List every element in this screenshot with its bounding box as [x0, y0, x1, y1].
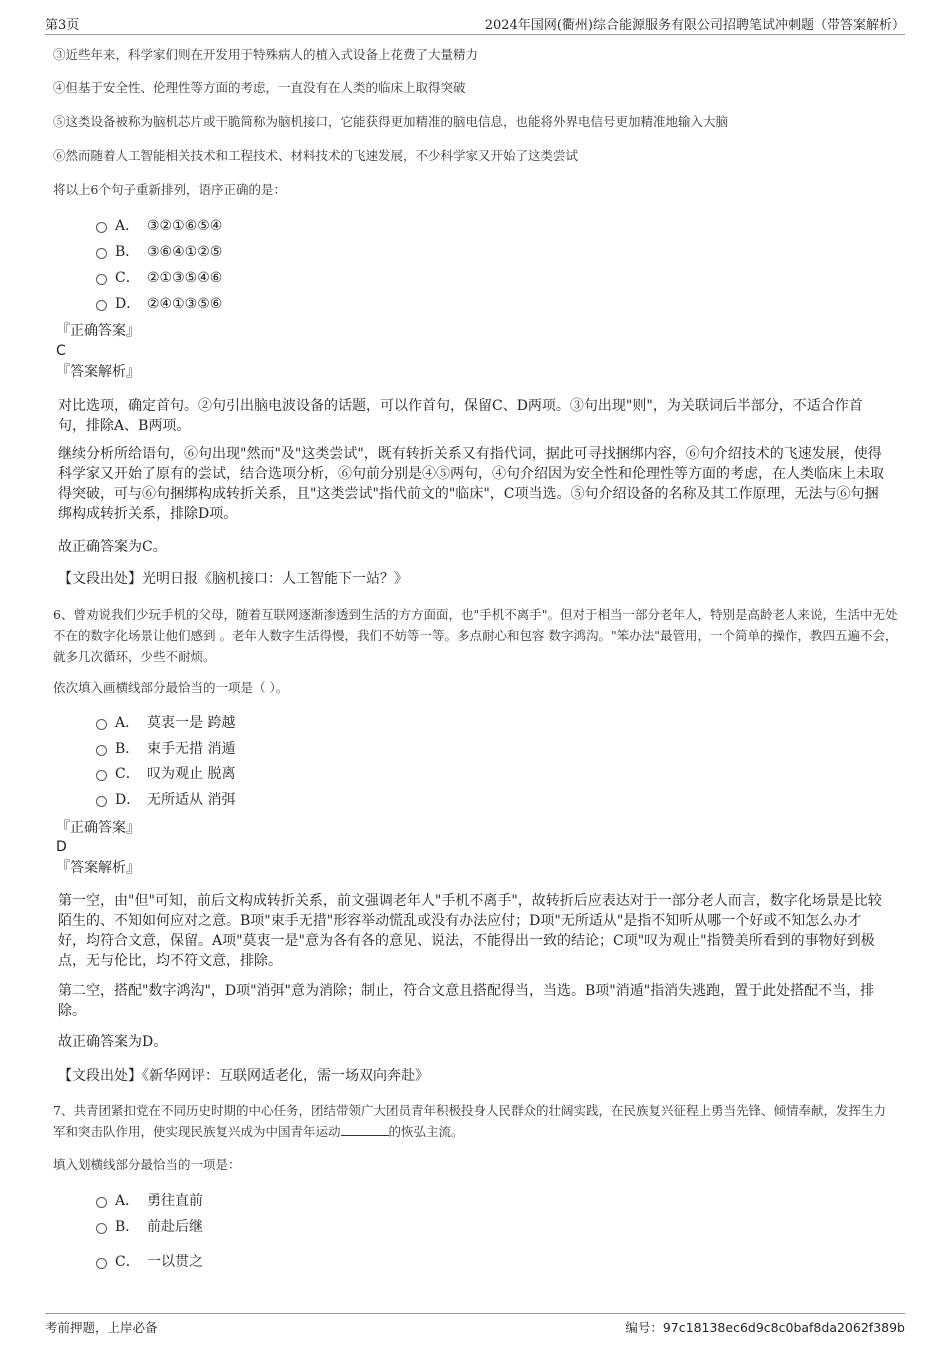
- q6-option-d[interactable]: D． 无所适从 消弭: [96, 790, 235, 810]
- radio-icon[interactable]: [96, 1197, 107, 1208]
- q6-source: 【文段出处】《新华网评：互联网适老化，需一场双向奔赴》: [58, 1068, 429, 1084]
- q6-analysis-paragraph: 第一空，由"但"可知，前后文构成转折关系，前文强调老年人"手机不离手"，故转折后应表达对于一部分老人而言，数字化场景是比较陌生的、不知如何应对之意。B项"束手无措"形容举动慌乱或没有办法应付；D项"无所适从"是指不知听从哪一个好或不知怎么办才好，均符合文意，保留。A项"莫衷一是"意为各有各的意见、说法，不能得出一致的结论；C项"叹为观止"指赞美所看到的事物好到极点，无与伦比，均不符文意，排除。: [58, 893, 882, 969]
- q6-answer-label: 『正确答案』: [56, 820, 140, 836]
- q5-analysis-paragraph: 对比选项，确定首句。②句引出脑电波设备的话题，可以作首句，保留C、D两项。③句出现"则"，为关联词后半部分，不适合作首句，排除A、B两项。: [58, 398, 863, 434]
- q6-analysis-label: 『答案解析』: [56, 860, 140, 876]
- q7-option-b[interactable]: B． 前赴后继: [96, 1217, 203, 1237]
- radio-icon[interactable]: [96, 1258, 107, 1269]
- page-number: 第3页: [45, 18, 80, 33]
- q5-analysis-conclusion: 故正确答案为C。: [58, 539, 167, 555]
- q5-option-a[interactable]: A． ③②①⑥⑤④: [96, 216, 222, 236]
- q6-answer: D: [56, 839, 67, 855]
- radio-icon[interactable]: [96, 719, 107, 730]
- radio-icon[interactable]: [96, 222, 107, 233]
- page-header: [45, 14, 905, 35]
- q7-option-c[interactable]: C． 一以贯之: [96, 1252, 203, 1272]
- document-title: 2024年国网(衢州)综合能源服务有限公司招聘笔试冲刺题（带答案解析）: [484, 18, 905, 33]
- radio-icon[interactable]: [96, 248, 107, 259]
- document-code: 编号：97c18138ec6d9c8c0baf8da2062f389b: [625, 1320, 905, 1335]
- q5-sentence: ④但基于安全性、伦理性等方面的考虑，一直没有在人类的临床上取得突破: [53, 80, 466, 95]
- q7-prompt: 填入划横线部分最恰当的一项是：: [53, 1157, 241, 1172]
- radio-icon[interactable]: [96, 1223, 107, 1234]
- q6-analysis-paragraph: 第二空，搭配"数字鸿沟"，D项"消弭"意为消除；制止，符合文意且搭配得当，当选。B项"消遁"指消失逃跑，置于此处搭配不当，排除。: [58, 983, 875, 1019]
- radio-icon[interactable]: [96, 300, 107, 311]
- q7-stem: 7、共青团紧扣党在不同历史时期的中心任务，团结带领广大团员青年积极投身人民群众的壮阔实践，在民族复兴征程上勇当先锋、倾情奉献，发挥生力军和突击队作用，使实现民族复兴成为中国青年运动 的恢弘主流。: [53, 1103, 886, 1139]
- q5-sentence: ③近些年来，科学家们则在开发用于特殊病人的植入式设备上花费了大量精力: [53, 47, 479, 62]
- radio-icon[interactable]: [96, 745, 107, 756]
- q5-answer-label: 『正确答案』: [56, 323, 140, 339]
- q6-stem: 6、曾劝说我们少玩手机的父母，随着互联网逐渐渗透到生活的方方面面，也"手机不离手"。但对于相当一部分老年人，特别是高龄老人来说，生活中无处不在的数字化场景让他们感到 。老年人数字生活得慢，我们不妨等一等。多点耐心和包容 数字鸿沟。"笨办法"最管用，一个简单的操作，教四五遍不会，就多几次循环，少些不耐烦。: [53, 607, 898, 664]
- q5-analysis-label: 『答案解析』: [56, 364, 140, 380]
- q6-prompt: 依次填入画横线部分最恰当的一项是（ ）。: [53, 680, 289, 695]
- q5-sentence: ⑥然而随着人工智能相关技术和工程技术、材料技术的飞速发展，不少科学家又开始了这类尝试: [53, 148, 579, 163]
- q7-option-a[interactable]: A． 勇往直前: [96, 1191, 203, 1211]
- q5-source: 【文段出处】光明日报《脑机接口：人工智能下一站？》: [58, 571, 408, 587]
- q5-option-d[interactable]: D． ②④①③⑤⑥: [96, 294, 222, 314]
- fill-blank: [341, 1122, 389, 1136]
- q5-answer: C: [56, 343, 66, 359]
- q6-option-c[interactable]: C． 叹为观止 脱离: [96, 764, 235, 784]
- q5-option-b[interactable]: B． ③⑥④①②⑤: [96, 242, 222, 262]
- page-footer: [45, 1313, 905, 1334]
- q5-prompt: 将以上6个句子重新排列，语序正确的是：: [53, 182, 286, 197]
- q6-option-b[interactable]: B． 束手无措 消遁: [96, 739, 235, 759]
- radio-icon[interactable]: [96, 770, 107, 781]
- q6-analysis-conclusion: 故正确答案为D。: [58, 1034, 168, 1050]
- q6-option-a[interactable]: A． 莫衷一是 跨越: [96, 713, 235, 733]
- q5-option-c[interactable]: C． ②①③⑤④⑥: [96, 268, 222, 288]
- q5-sentence: ⑤这类设备被称为脑机芯片或干脆简称为脑机接口，它能获得更加精准的脑电信息，也能将外界电信号更加精准地输入大脑: [53, 114, 729, 129]
- footer-slogan: 考前押题，上岸必备: [45, 1320, 158, 1335]
- q5-analysis-paragraph: 继续分析所给语句，⑥句出现"然而"及"这类尝试"，既有转折关系又有指代词，据此可寻找捆绑内容，⑥句介绍技术的飞速发展，使得科学家又开始了原有的尝试，结合选项分析，⑥句前分别是④⑤两句，④句介绍因为安全性和伦理性等方面的考虑，在人类临床上未取得突破，可与⑥句捆绑构成转折关系，且"这类尝试"指代前文的"临床"，C项当选。⑤句介绍设备的名称及其工作原理，无法与⑥句捆绑构成转折关系，排除D项。: [58, 446, 884, 522]
- radio-icon[interactable]: [96, 796, 107, 807]
- radio-icon[interactable]: [96, 274, 107, 285]
